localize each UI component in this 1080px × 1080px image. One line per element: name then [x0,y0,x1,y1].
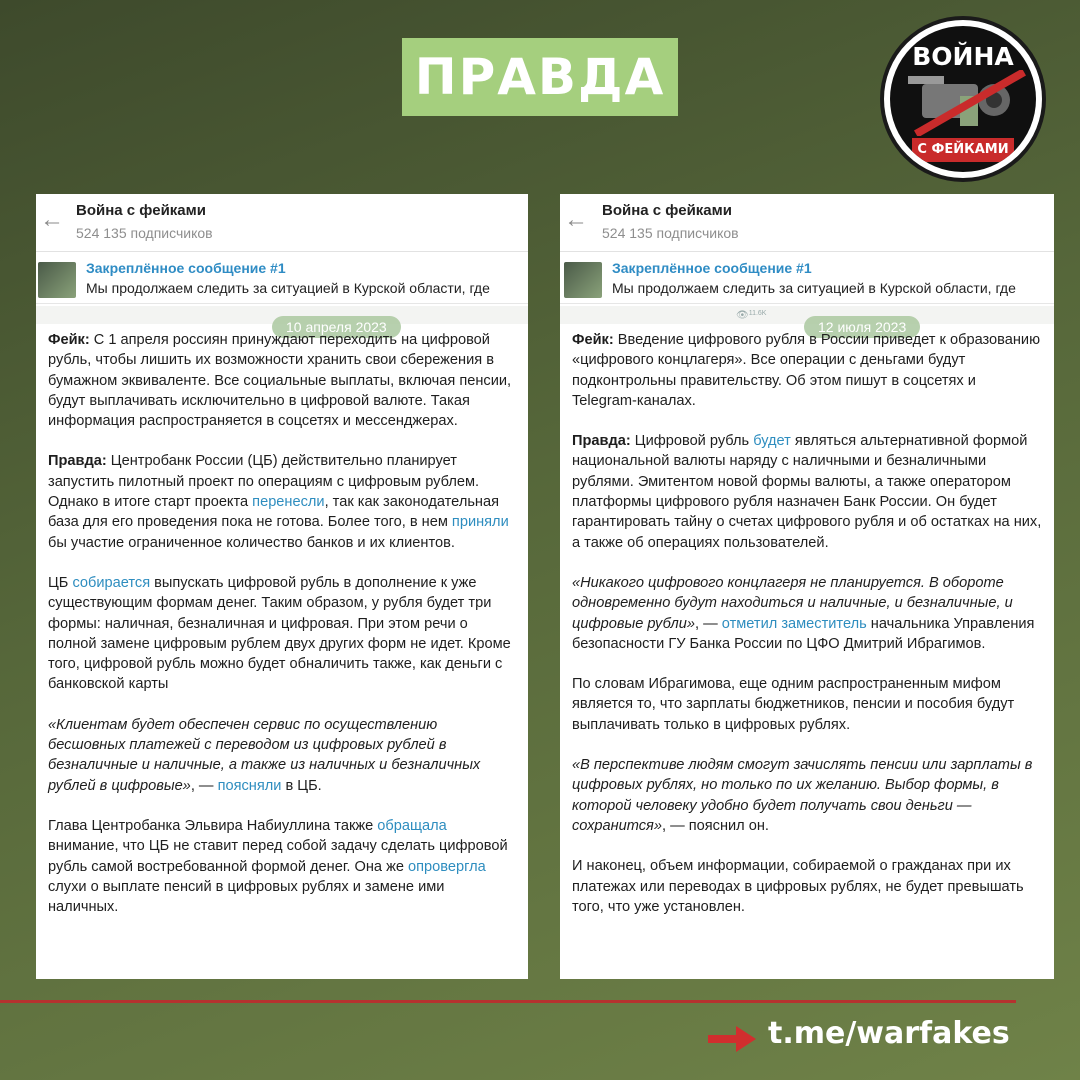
war-on-fakes-logo [880,16,1046,182]
truth-label: Правда: [572,433,631,450]
views-count: 👁 11.6K [736,310,767,321]
logo-bottom-text: С ФЕЙКАМИ [912,138,1014,162]
pinned-title: Закреплённое сообщение #1 [86,260,286,276]
quote-text: «Клиентам будет обеспечен сервис по осуществлению бесшовных платежей с переводом из цифровых рублей в безналичные и наличные, а также из наличных и безналичных рублей в цифровые» [48,716,481,794]
pinned-title: Закреплённое сообщение #1 [612,260,812,276]
paragraph-text: , — [190,777,218,794]
paragraph-text: начальника Управления безопасности ГУ Банка России по ЦФО Дмитрий Ибрагимов. [572,615,1035,652]
truth-text: Цифровой рубль [630,433,754,450]
quote-text: «Никакого цифрового концлагеря не планируется. В обороте одновременно будут находиться и наличные, и безналичные, и цифровые рубли» [572,574,1013,632]
link-prinyali[interactable]: приняли [451,514,509,531]
divider-line [0,1000,1016,1003]
pinned-text: Мы продолжаем следить за ситуацией в Курской области, где [612,280,1016,296]
link-oprovergla[interactable]: опровергла [408,858,486,875]
paragraph-text: ЦБ [48,574,73,591]
back-arrow-icon[interactable]: ← [564,206,588,233]
telegram-post-right [560,194,1054,979]
paragraph-text: внимание, что ЦБ не ставит перед собой задачу сделать цифровой рубль самой востребованной формой денег. Она же [48,838,508,875]
link-obrashchala[interactable]: обращала [377,817,447,834]
fake-label: Фейк: [48,332,90,348]
truth-label: Правда: [48,453,107,470]
fake-text: Введение цифрового рубля в России приведет к образованию «цифрового концлагеря». Все операции с деньгами будут подконтрольны правительству. Об этом пишут в соцсетях и Telegram-каналах. [572,332,1041,409]
pinned-text: Мы продолжаем следить за ситуацией в Курской области, где [86,280,490,296]
paragraph-text: слухи о выплате пенсий в цифровых рублях и замене ими наличных. [48,878,445,916]
views-value: 11.6K [748,310,767,317]
link-otmetil-zamestitel[interactable]: отметил заместитель [721,615,867,632]
pinned-thumbnail [564,262,602,298]
back-arrow-icon[interactable]: ← [40,206,64,233]
pravda-banner: ПРАВДА [402,38,678,116]
telegram-post-left [36,194,528,979]
link-poyasnyali[interactable]: поясняли [217,777,282,794]
message-body [572,330,1044,937]
link-sobiraetsya[interactable]: собирается [72,574,151,591]
paragraph-text: выпускать цифровой рубль в дополнение к уже существующим формам денег. Таким образом, у рубля будет три формы: наличная, безналичная и цифровая. При этом речи о полной замене цифровым рублем двух других форм не идет. Кроме того, цифровой рубль можно будет обналичить также, как деньги с банковской карты [48,574,511,693]
channel-link[interactable]: t.me/warfakes [768,1016,1010,1051]
date-badge: 12 июля 2023 [804,316,920,338]
quote-text: «В перспективе людям смогут зачислять пенсии или зарплаты в цифровых рублях, но только по их желанию. Выбор формы, в которой человеку удобно будет получать свои деньги — сохранится» [572,757,1033,834]
paragraph-text: По словам Ибрагимова, еще одним распространенным мифом является то, что зарплаты бюджетников, пенсии и пособия будут выплачивать только в цифровых рублях. [572,676,1015,733]
subscriber-count: 524 135 подписчиков [76,225,213,241]
fake-text: С 1 апреля россиян принуждают переходить на цифровой рубль, чтобы лишить их возможности хранить свои сбережения в бумажном эквиваленте. Все социальные выплаты, включая пенсии, будут выплачивать исключительно в цифровой валюте. Такая информация распространяется в соцсетях и мессенджерах. [48,332,512,430]
paragraph-text: в ЦБ. [281,777,322,794]
truth-text: бы участие ограниченное количество банков и их клиентов. [48,534,455,551]
logo-top-text: ВОЙНА [912,42,1014,71]
arrow-right-icon [708,1026,756,1052]
pinned-message[interactable] [560,252,1054,304]
paragraph-text: И наконец, объем информации, собираемой о гражданах при их платежах или переводах в цифровых рублях, не будет превышать того, что уже установлен. [572,858,1024,915]
paragraph-text: , — [695,615,722,632]
date-badge: 10 апреля 2023 [272,316,401,338]
pinned-thumbnail [38,262,76,298]
fake-label: Фейк: [572,332,614,348]
channel-header [560,194,1054,252]
paragraph-text: , — пояснил он. [661,817,769,834]
truth-text: Центробанк России (ЦБ) действительно планирует запустить пилотный проект по операциям с цифровым рублем. Однако в итоге старт проекта [48,453,480,511]
pinned-message[interactable] [36,252,528,304]
truth-text: являться альтернативной формой национальной валюты наряду с наличными и безналичными рублями. Эмитентом новой формы валюты, а также оператором платформы цифрового рубля назначен Банк России. Он будет гарантировать тайну о счетах цифрового рубля и об остатках на них, а также об операциях пользователей. [572,433,1042,551]
paragraph-text: Глава Центробанка Эльвира Набиуллина также [48,817,378,834]
subscriber-count: 524 135 подписчиков [602,225,739,241]
link-budet[interactable]: будет [753,433,791,450]
link-perenesli[interactable]: перенесли [252,494,325,511]
channel-name[interactable]: Война с фейками [76,202,206,219]
truth-text: , так как законодательная база для его проведения пока не готова. Более того, в нем [48,494,500,531]
message-body [48,330,518,937]
camera-icon [904,70,1030,136]
channel-header [36,194,528,252]
channel-name[interactable]: Война с фейками [602,202,732,219]
